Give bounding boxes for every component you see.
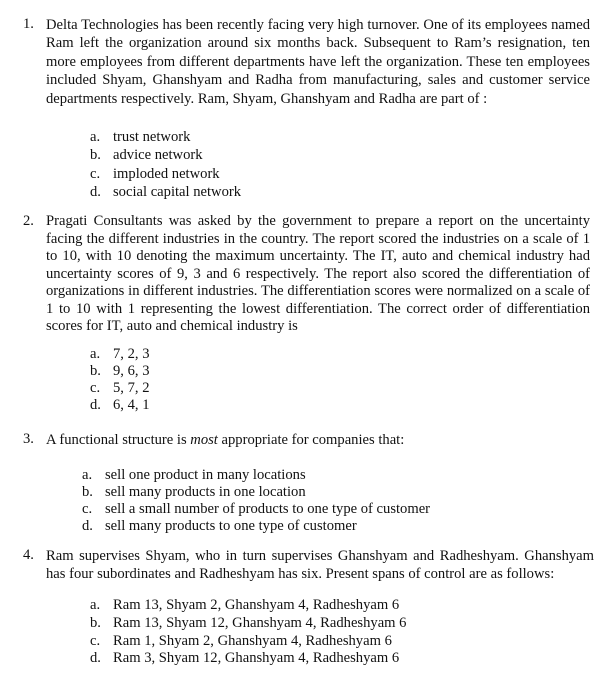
option-text: Ram 3, Shyam 12, Ghanshyam 4, Radheshyam 6 — [113, 650, 400, 667]
option-text: Ram 13, Shyam 12, Ghanshyam 4, Radheshyam 6 — [113, 614, 407, 631]
option-text: 6, 4, 1 — [113, 397, 150, 413]
option-text: social capital network — [113, 184, 242, 201]
option-text: imploded network — [113, 165, 220, 182]
question-text-start: A functional structure is — [46, 432, 191, 448]
option-text: Ram 1, Shyam 2, Ghanshyam 4, Radheshyam 6 — [113, 632, 392, 649]
option-letter: c. — [90, 632, 101, 649]
option-text: sell one product in many locations — [105, 467, 306, 483]
option-text: sell a small number of products to one type of customer — [105, 501, 431, 517]
option-letter: c. — [90, 165, 101, 182]
question-text-emphasis: most — [190, 432, 218, 448]
option-text: 7, 2, 3 — [113, 346, 150, 362]
option-letter: b. — [90, 147, 101, 164]
option-letter: c. — [90, 380, 101, 396]
option-letter: b. — [90, 363, 101, 379]
option-letter: b. — [90, 614, 101, 631]
option-text: 5, 7, 2 — [113, 380, 150, 396]
option-letter: c. — [82, 501, 93, 517]
option-letter: d. — [82, 518, 93, 534]
option-text: advice network — [113, 147, 203, 164]
option-letter: b. — [82, 484, 93, 500]
option-text: 9, 6, 3 — [113, 363, 150, 379]
option-letter: d. — [90, 397, 101, 413]
question-number: 2. — [23, 213, 34, 229]
question-text-end: appropriate for companies that: — [217, 432, 405, 448]
option-letter: a. — [90, 597, 101, 613]
option-text: Ram 13, Shyam 2, Ghanshyam 4, Radheshyam 6 — [113, 597, 400, 613]
question-text: Pragati Consultants was asked by the government to prepare a report on the uncertainty facing the different industries in the country. The report scored the industries on a scale of 1 to 10, with 10 denoting the maximum uncertainty. The IT, auto and chemical industry had uncertainty scores of 9, 3 and 6 respectively. The report also scored the differentiation of organizations in different industries. The differentiation scores were normalized on a scale of 1 to 10 with 1 representing the lowest differentiation. The correct order of differentiation scores for IT, auto and chemical industry is — [46, 213, 590, 334]
option-letter: a. — [90, 346, 101, 362]
option-text: sell many products in one location — [105, 484, 306, 500]
option-text: sell many products to one type of customer — [105, 518, 357, 534]
question-number: 3. — [23, 431, 34, 447]
question-text: Delta Technologies has been recently facing very high turnover. One of its employees named Ram left the organization around six months back. Subsequent to Ram’s resignation, ten more employees from different departments have left the organization. These ten employees included Shyam, Ghanshyam and Radha from manufacturing, sales and customer service departments respectively. Ram, Shyam, Ghanshyam and Radha are part of : — [46, 17, 590, 107]
question-text: Ram supervises Shyam, who in turn supervises Ghanshyam and Radheshyam. Ghanshyam has four subordinates and Radheshyam has six. Present spans of control are as follows: — [46, 548, 594, 583]
question-number: 4. — [23, 547, 34, 563]
option-letter: a. — [90, 129, 101, 145]
option-text: trust network — [113, 129, 191, 145]
question-number: 1. — [23, 16, 34, 32]
option-letter: d. — [90, 184, 101, 201]
option-letter: d. — [90, 650, 101, 667]
option-letter: a. — [82, 467, 93, 483]
question-text — [46, 431, 590, 449]
